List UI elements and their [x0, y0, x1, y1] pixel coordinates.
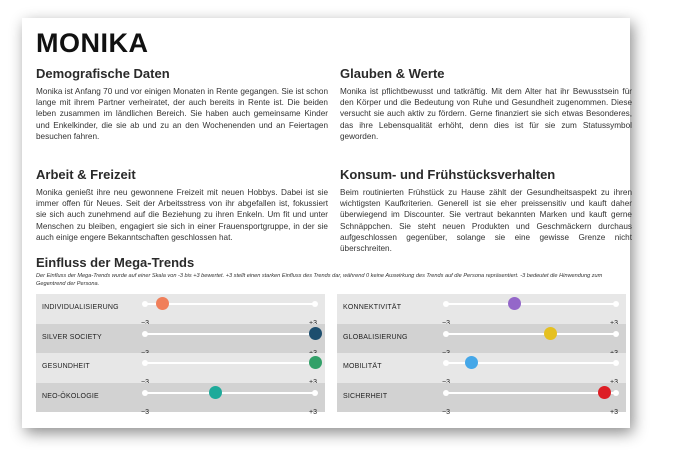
section-konsum [340, 167, 632, 254]
section-glauben [340, 66, 632, 142]
megatrend-slider-track[interactable] [145, 333, 315, 335]
persona-name: MONIKA [36, 28, 149, 58]
megatrend-slider-knob[interactable] [544, 327, 557, 340]
section-heading: Demografische Daten [36, 66, 170, 81]
persona-sheet [22, 18, 630, 428]
section-text: Monika ist pflichtbewusst und tatkräftig. Mit dem Alter hat ihr Bewusstsein für den Körper und die Bedeutung von Ruhe und Gesundheit zugenommen. Diese versucht sie auch aktiv zu fördern. Gerne finanziert sie sich etwas Besonderes, das ihre Lebensqualität erhöht, denn dies ist für sie zum Statussymbol geworden. [340, 87, 632, 141]
section-text: Monika ist Anfang 70 und vor einigen Monaten in Rente gegangen. Sie ist schon lange mit ihrem Partner verheiratet, der auch bereits in Rente ist. Die beiden leben zusammen im ländlichen Bereich. Sie haben auch gemeinsame Kinder und Enkelkinder, die sie ab und zu an den Wochenenden und an Feiertagen besuchen fahren. [36, 87, 328, 141]
section-arbeit [36, 167, 328, 243]
megatrend-slider-knob[interactable] [309, 327, 322, 340]
megatrend-row [337, 383, 626, 416]
megatrend-row [337, 353, 626, 383]
megatrend-slider-track[interactable] [145, 362, 315, 364]
megatrend-row [36, 383, 325, 416]
section-demografie [36, 66, 328, 142]
slider-min-end [142, 390, 148, 396]
section-heading: Glauben & Werte [340, 66, 445, 81]
slider-min-end [443, 301, 449, 307]
megatrend-label: NEO-ÖKOLOGIE [42, 392, 99, 400]
megatrend-row [36, 353, 325, 383]
megatrends-right-column [337, 294, 626, 416]
scale-min-label: −3 [442, 408, 450, 416]
slider-min-end [142, 360, 148, 366]
megatrend-slider-knob[interactable] [156, 297, 169, 310]
megatrend-label: GESUNDHEIT [42, 363, 90, 370]
megatrend-slider-knob[interactable] [508, 297, 521, 310]
slider-min-end [142, 331, 148, 337]
megatrend-slider-knob[interactable] [598, 386, 611, 399]
slider-min-end [443, 331, 449, 337]
megatrend-label: GLOBALISIERUNG [343, 333, 408, 341]
megatrend-slider-track[interactable] [446, 303, 616, 305]
megatrend-slider-track[interactable] [446, 333, 616, 335]
megatrend-label: MOBILITÄT [343, 363, 382, 370]
megatrend-label: SILVER SOCIETY [42, 333, 102, 341]
megatrend-label: SICHERHEIT [343, 392, 388, 400]
megatrend-slider-track[interactable] [446, 362, 616, 364]
megatrend-slider-knob[interactable] [309, 356, 322, 369]
section-text: Monika genießt ihre neu gewonnene Freizeit mit neuen Hobbys. Dabei ist sie immer offen für Neues. Seit der Arbeitsstress von ihr abgefallen ist, fokussiert sie sich auch zunehmend auf die Beziehung zu ihren Enkeln. Um fit und unter Menschen zu bleiben, engagiert sie sich in einer Frauensportgruppe, in der sie auch einige engere Bekanntschaften geschlossen hat. [36, 188, 328, 242]
megatrend-slider-knob[interactable] [209, 386, 222, 399]
scale-min-label: −3 [141, 408, 149, 416]
slider-min-end [142, 301, 148, 307]
scale-max-label: +3 [610, 408, 618, 416]
slider-min-end [443, 360, 449, 366]
section-heading: Arbeit & Freizeit [36, 167, 136, 182]
slider-max-end [613, 331, 619, 337]
scale-max-label: +3 [309, 408, 317, 416]
megatrends-note: Der Einfluss der Mega-Trends wurde auf einer Skala von -3 bis +3 bewertet. +3 stellt einen starken Einfluss des Trends dar, während 0 keine Auswirkung des Trends auf die Persona repräsentiert. -3 bedeutet die Hinwendung zum Gegentrend der Persona. [36, 273, 603, 287]
megatrends-heading: Einfluss der Mega-Trends [36, 255, 195, 270]
section-heading: Konsum- und Frühstücksverhalten [340, 167, 556, 182]
megatrend-slider-track[interactable] [145, 303, 315, 305]
slider-max-end [613, 301, 619, 307]
megatrend-slider-knob[interactable] [465, 356, 478, 369]
megatrend-row [36, 294, 325, 324]
slider-min-end [443, 390, 449, 396]
megatrend-row [337, 294, 626, 324]
slider-max-end [613, 390, 619, 396]
section-text: Beim routinierten Frühstück zu Hause zählt der Gesundheitsaspekt zu ihren wichtigsten Kaufkriterien. Generell ist sie eher preissensitiv und kauft daher überwiegend im Discounter. Sie vertraut bekannten Marken und kauft gerne Schnäppchen. Sie steht neuen Produkten und Geschmäckern durchaus aufgeschlossen gegenüber, solange sie eine gewisse Grenze nicht überschreiten. [340, 188, 632, 254]
slider-max-end [312, 390, 318, 396]
slider-max-end [312, 301, 318, 307]
megatrend-label: INDIVIDUALISIERUNG [42, 304, 119, 311]
megatrend-label: KONNEKTIVITÄT [343, 304, 402, 311]
slider-max-end [613, 360, 619, 366]
megatrend-slider-track[interactable] [442, 392, 618, 416]
megatrend-slider-track[interactable] [141, 392, 317, 416]
megatrend-row [36, 324, 325, 354]
megatrend-row [337, 324, 626, 354]
megatrends-left-column [36, 294, 325, 416]
